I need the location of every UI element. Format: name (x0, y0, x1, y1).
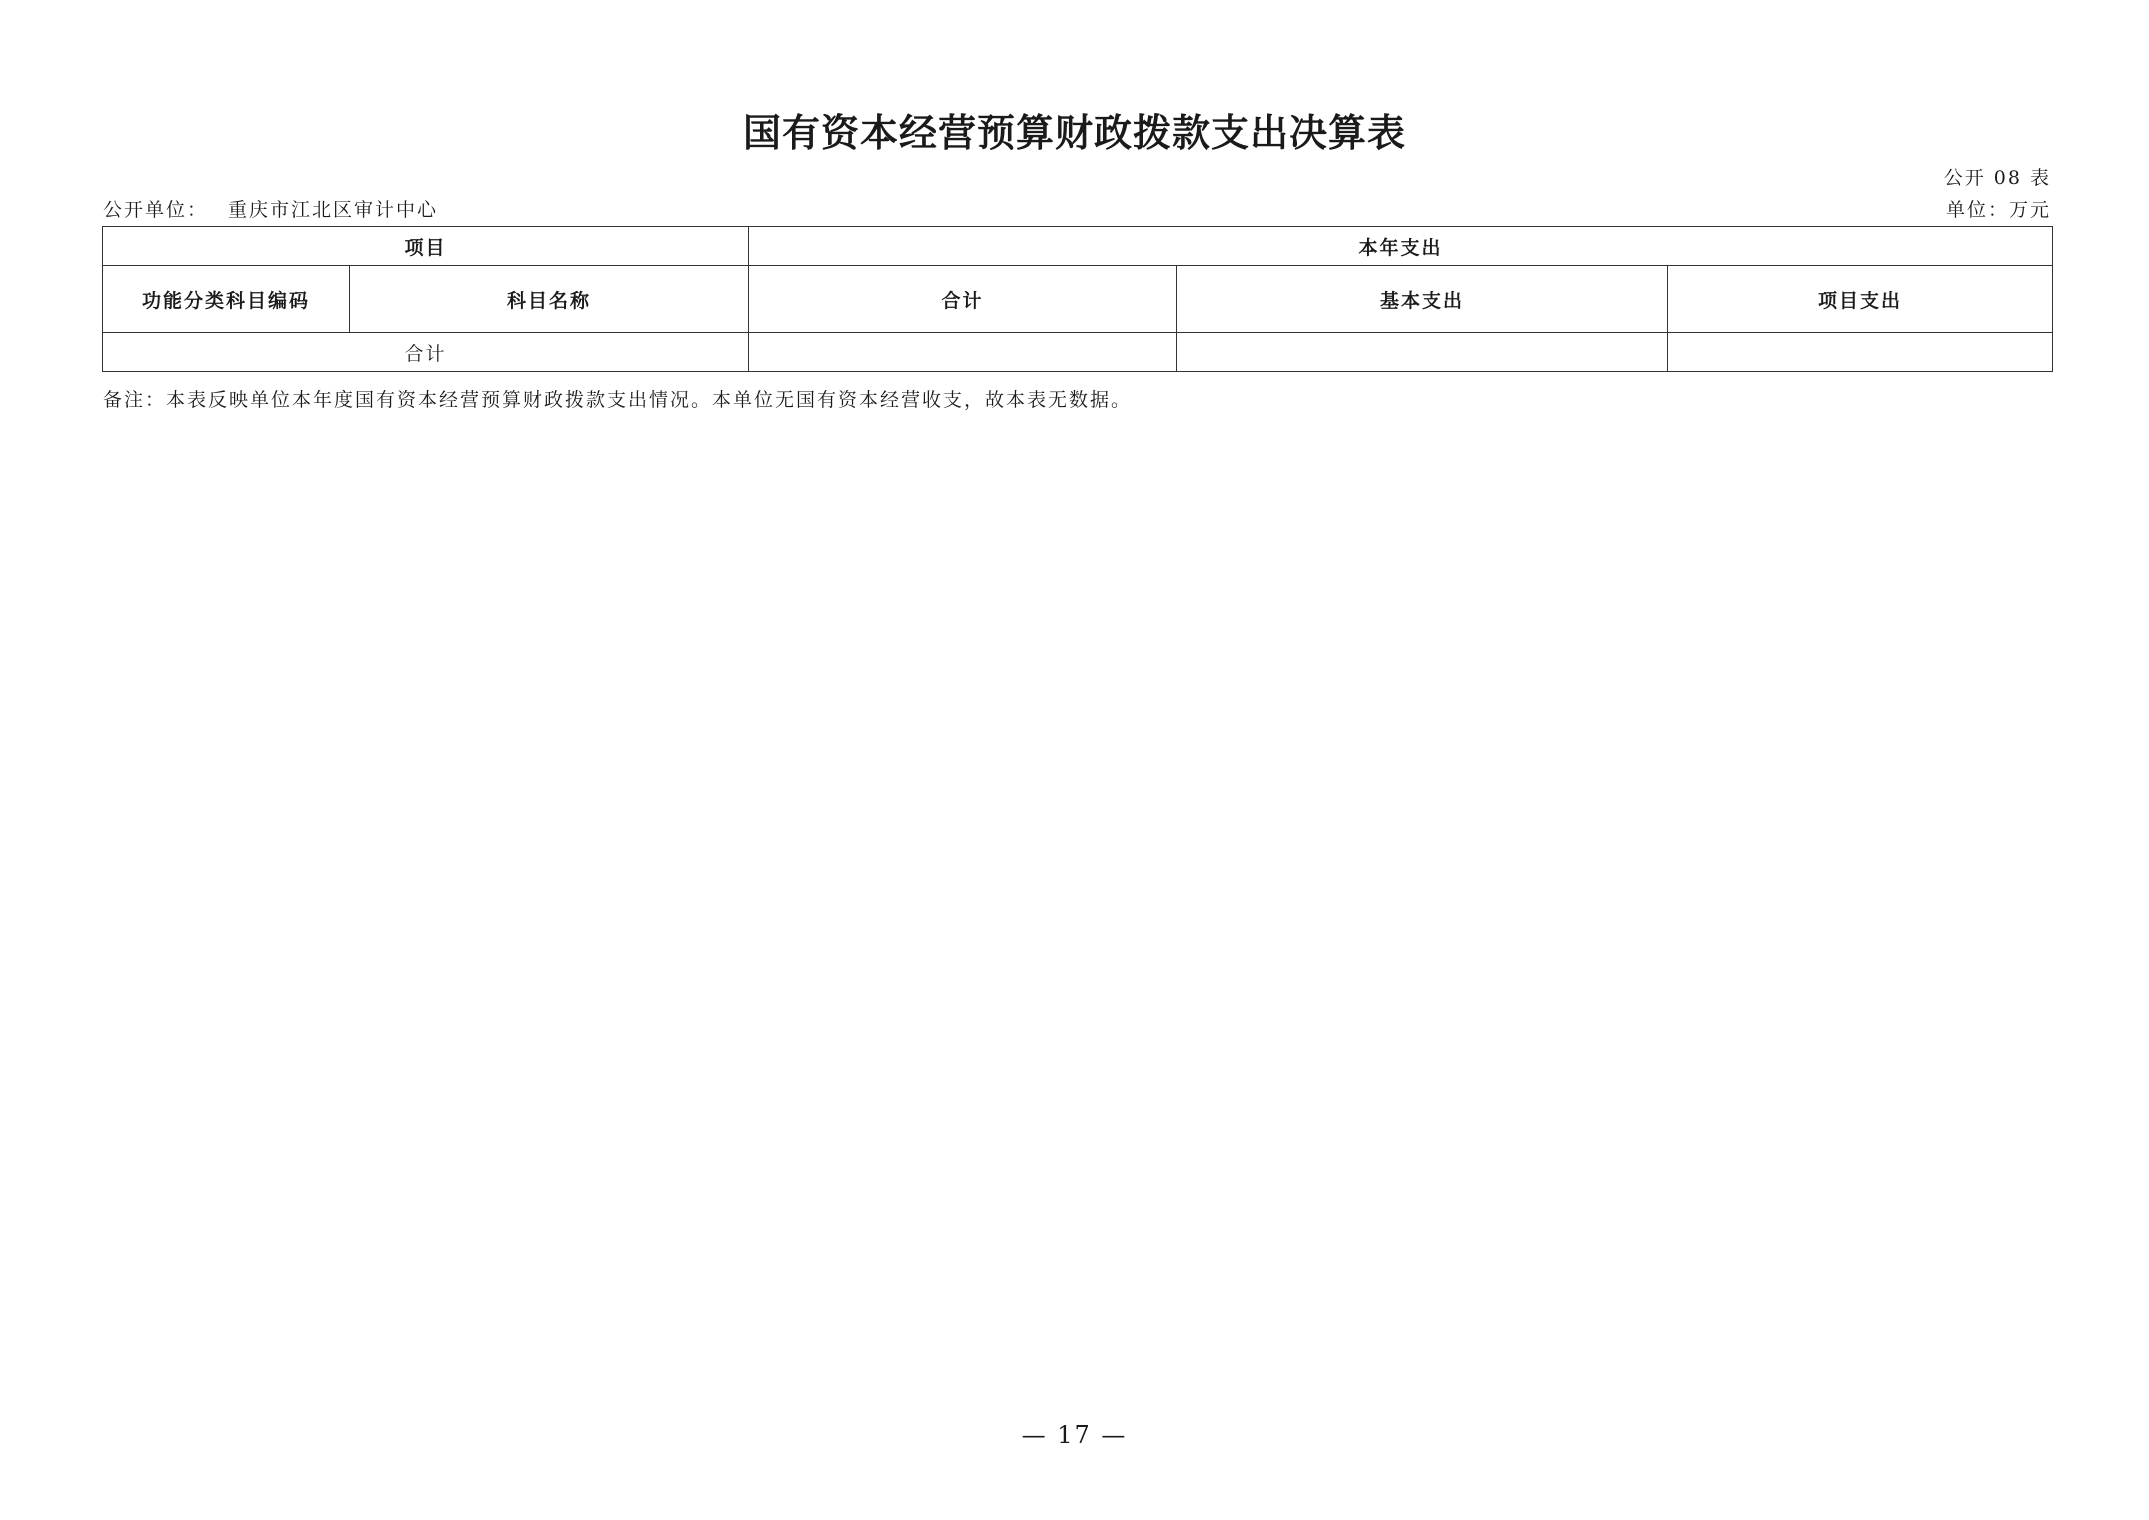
currency-unit: 单位：万元 (1945, 199, 2051, 221)
total-row-label: 合计 (103, 333, 749, 372)
header-project: 项目 (103, 227, 749, 266)
header-function-code: 功能分类科目编码 (103, 266, 350, 333)
page-title: 国有资本经营预算财政拨款支出决算表 (742, 110, 1406, 155)
header-project-expenditure: 项目支出 (1668, 266, 2053, 333)
table-code: 公开 08 表 (1943, 167, 2051, 189)
header-current-year-expenditure: 本年支出 (749, 227, 2053, 266)
total-row-project-cell (1668, 333, 2053, 372)
page-number: — 17 — (1021, 1421, 1128, 1449)
header-total: 合计 (749, 266, 1177, 333)
table-column-header-row (103, 266, 2053, 333)
reporting-unit (103, 198, 438, 222)
header-subject-name: 科目名称 (350, 266, 749, 333)
total-row-total-cell (749, 333, 1177, 372)
expenditure-table (102, 226, 2053, 372)
table-total-row (103, 333, 2053, 372)
meta-row (103, 198, 2051, 222)
header-basic-expenditure: 基本支出 (1177, 266, 1668, 333)
reporting-unit-label: 公开单位： (103, 199, 209, 221)
table-note: 备注：本表反映单位本年度国有资本经营预算财政拨款支出情况。本单位无国有资本经营收支，故本表无数据。 (103, 389, 1133, 411)
table-group-header-row (103, 227, 2053, 266)
reporting-unit-name: 重庆市江北区审计中心 (228, 199, 439, 221)
total-row-basic-cell (1177, 333, 1668, 372)
